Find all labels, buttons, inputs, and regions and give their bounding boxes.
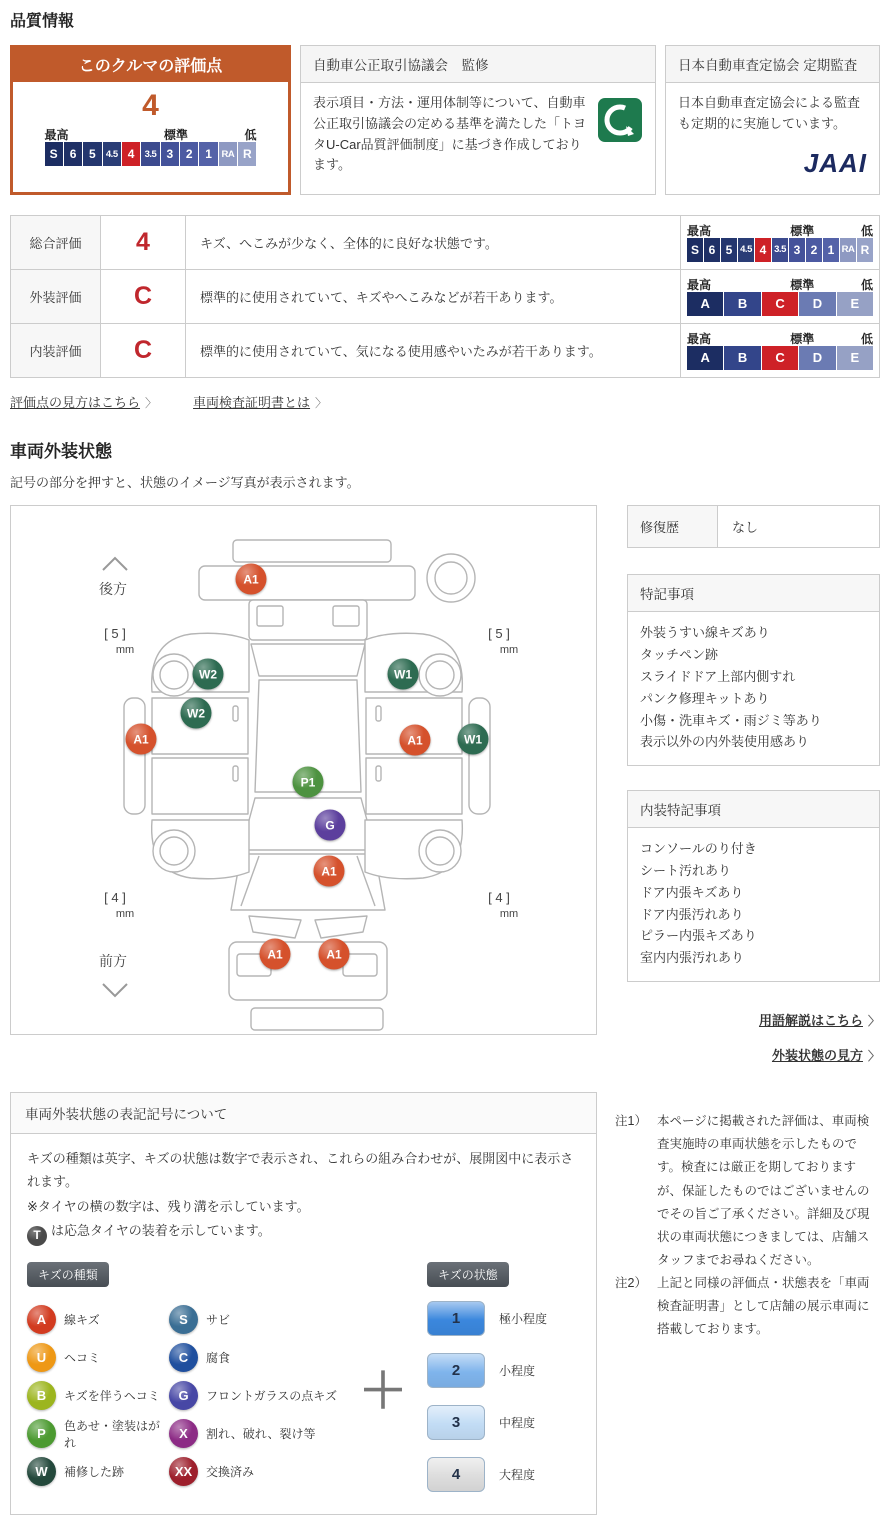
scale-label-low: 低 [244,128,257,142]
scale-labels [687,330,873,346]
damage-kind-badge: W [27,1457,56,1486]
evaluation-table [10,215,880,378]
scale-cell: R [238,142,256,166]
scale-cell: C [762,346,798,370]
damage-kind-badge: P [27,1419,56,1448]
damage-kind-label: 線キズ [64,1313,100,1328]
eval-row-grade: C [101,270,186,323]
footnote-2 [615,1272,880,1341]
scale-cell: 2 [806,238,822,262]
legend-description: キズの種類は英字、キズの状態は数字で表示され、これらの組み合わせが、展開図中に表示されます。 [27,1151,574,1189]
footnote-text: 本ページに掲載された評価は、車両検査実施時の車両状態を示したものです。検査には厳正を期しておりますが、保証したものではございませんのでその旨ご了承ください。詳細及び現状の車両状態につきましては、店舗スタッフまでお尋ねください。 [657,1114,870,1267]
footnote-1 [615,1110,880,1272]
repair-history-value: なし [732,520,759,536]
footnotes [615,1092,880,1341]
scale-cell: 1 [199,142,217,166]
scale-cell: D [799,346,835,370]
legend-state-row [427,1405,547,1440]
exterior-side-column [627,505,880,1080]
eval-row-description: 標準的に使用されていて、気になる使用感やいたみが若干あります。 [186,324,681,377]
scale-cell: 2 [180,142,198,166]
certificate-link-text: 車両検査証明書とは [193,395,311,411]
legend-kind-row [169,1457,357,1486]
note-line: パンク修理キットあり [640,690,770,706]
audit-box-header: 日本自動車査定協会 定期監査 [666,46,879,83]
damage-kind-badge: B [27,1381,56,1410]
note-line: コンソールのり付き [640,841,757,857]
damage-kind-label: キズを伴うヘコミ [64,1389,160,1404]
legend-kind-row [27,1305,169,1334]
spare-tire-icon: T [27,1226,47,1246]
note-line: ピラー内張キズあり [640,928,757,944]
scale-cell: S [45,142,63,166]
table-row-overall [11,216,879,270]
legend-kind-row [169,1305,357,1334]
damage-state-label: 極小程度 [499,1311,548,1326]
damage-marker[interactable]: A1 [314,856,345,887]
note-line: 表示以外の内外装使用感あり [640,734,810,750]
footnote-prefix: 注1） [615,1114,647,1129]
damage-kind-label: 腐食 [206,1351,231,1366]
scale-cell: 3.5 [141,142,159,166]
legend-header: 車両外装状態の表記記号について [11,1093,596,1134]
legend-kind-row [27,1381,169,1410]
scale-cell: 4.5 [103,142,121,166]
eval-row-label: 内装評価 [11,324,101,377]
scale-labels [45,126,257,142]
damage-state-badge: 1 [427,1301,485,1336]
audit-box-text: 日本自動車査定協会による監査も定期的に実施しています。 [678,95,861,131]
scale-cell: RA [840,238,856,262]
tire-depth-front-right: [ 4 ] [488,890,510,906]
exterior-main-row [10,505,880,1080]
scale-cell: S [687,238,703,262]
numeric-scale [45,142,257,166]
damage-kinds-group [27,1262,357,1492]
scale-label-best: 最高 [687,223,712,238]
footnote-text: 上記と同様の評価点・状態表を「車両検査証明書」として店舗の展示車両に搭載しております。 [657,1276,870,1337]
damage-kind-badge: X [169,1419,198,1448]
exterior-links [627,1010,880,1080]
eval-row-scale [681,270,879,323]
interior-notes-list [628,828,879,981]
damage-kind-badge: A [27,1305,56,1334]
legend-tire-note: ※タイヤの横の数字は、残り溝を示しています。 [27,1198,310,1214]
scale-cell: 4 [755,238,771,262]
table-row-exterior [11,270,879,324]
scale-labels [687,222,873,238]
letter-scale [687,346,873,370]
damage-marker[interactable]: W1 [458,724,489,755]
chevron-right-icon: 〉 [867,1049,880,1064]
damage-state-label: 中程度 [499,1415,536,1430]
scale-cell: A [687,292,723,316]
tire-depth-unit: mm [115,644,135,657]
scale-cell: E [837,292,873,316]
exterior-guide-link[interactable] [772,1045,880,1064]
damage-marker[interactable]: G [315,810,346,841]
damage-marker[interactable]: W2 [181,698,212,729]
scale-cell: 6 [64,142,82,166]
special-notes-header: 特記事項 [628,575,879,612]
page-title: 品質情報 [10,13,75,30]
score-value: 4 [142,89,159,122]
damage-states-list [427,1301,547,1492]
interior-notes-box [627,790,880,982]
damage-marker[interactable]: A1 [319,939,350,970]
scale-cell: 4 [122,142,140,166]
special-notes-box [627,574,880,766]
scale-cell: A [687,346,723,370]
eval-row-description: 標準的に使用されていて、キズやへこみなどが若干あります。 [186,270,681,323]
scale-label-standard: 標準 [790,223,815,238]
damage-kind-label: 色あせ・塗装はがれ [64,1418,161,1450]
symbol-legend-box [10,1092,597,1515]
damage-marker-layer [11,506,596,1034]
scale-label-standard: 標準 [790,277,815,292]
scale-cell: B [724,292,760,316]
eval-row-grade: 4 [101,216,186,269]
scale-cell: 3 [161,142,179,166]
glossary-link[interactable] [759,1010,880,1029]
scale-cell: R [857,238,873,262]
tire-depth-rear-right: [ 5 ] [488,626,510,642]
note-line: 小傷・洗車キズ・雨ジミ等あり [640,712,822,728]
damage-marker[interactable]: W1 [388,659,419,690]
score-scale [45,126,257,166]
quality-summary-row [10,45,880,195]
damage-kinds-title: キズの種類 [27,1262,109,1287]
glossary-link-text: 用語解説はこちら [758,1013,863,1029]
legend-kind-row [27,1417,169,1451]
note-line: タッチペン跡 [640,647,719,663]
eval-row-label: 総合評価 [11,216,101,269]
tire-depth-unit: mm [499,644,519,657]
note-line: シート汚れあり [640,862,732,878]
letter-scale [687,292,873,316]
chevron-right-icon: 〉 [867,1014,880,1029]
rear-label: 後方 [99,581,127,598]
supervision-box [300,45,656,195]
scale-cell: B [724,346,760,370]
eval-row-label: 外装評価 [11,270,101,323]
scale-label-standard: 標準 [163,128,188,142]
repair-history-label: 修復歴 [628,506,718,547]
note-line: ドア内張キズあり [640,884,744,900]
front-label: 前方 [99,953,127,970]
tire-depth-unit: mm [499,908,519,921]
spare-tire-note-text: は応急タイヤの装着を示しています。 [51,1223,271,1239]
damage-marker[interactable]: P1 [293,767,324,798]
note-line: 室内内張汚れあり [640,950,745,966]
interior-notes-header: 内装特記事項 [628,791,879,828]
damage-state-badge: 4 [427,1457,485,1492]
rating-links-row [10,392,880,411]
certificate-link[interactable] [193,392,327,411]
legend-columns [27,1262,580,1492]
damage-kind-label: ヘコミ [64,1351,101,1366]
fair-trade-council-logo-icon [597,97,643,150]
note-line: 外装うすい線キズあり [640,625,770,641]
supervision-box-header: 自動車公正取引協議会 監修 [301,46,655,83]
damage-kind-label: 交換済み [206,1465,255,1480]
damage-kinds-list [27,1301,357,1491]
legend-kind-row [27,1457,169,1486]
supervision-box-text: 表示項目・方法・運用体制等について、自動車公正取引協議会の定める基準を満たした「トヨタU-Car品質評価制度」に基づき作成しております。 [313,95,587,173]
scale-cell: 3.5 [772,238,788,262]
legend-state-row [427,1301,547,1336]
scale-cell: 3 [789,238,805,262]
damage-kind-label: 割れ、破れ、裂け等 [206,1427,316,1442]
rating-guide-link[interactable] [10,392,157,411]
damage-marker[interactable]: A1 [400,725,431,756]
exterior-section-description: 記号の部分を押すと、状態のイメージ写真が表示されます。 [10,475,360,491]
damage-states-group [427,1262,547,1492]
car-score-box [10,45,291,195]
damage-kind-badge: C [169,1343,198,1372]
table-row-interior [11,324,879,378]
note-line: スライドドア上部内側すれ [640,668,796,684]
damage-kind-label: サビ [206,1313,231,1328]
plus-icon: ＋ [359,1364,408,1418]
scale-label-best: 最高 [687,331,712,346]
scale-cell: 1 [823,238,839,262]
eval-row-grade: C [101,324,186,377]
scale-cell: C [762,292,798,316]
scale-label-low: 低 [860,223,873,238]
eval-row-scale [681,324,879,377]
repair-history-table [627,505,880,548]
legend-and-notes-row [10,1092,880,1515]
damage-marker[interactable]: W2 [193,659,224,690]
tire-depth-front-left: [ 4 ] [104,890,126,906]
scale-label-best: 最高 [687,277,712,292]
scale-label-low: 低 [860,277,873,292]
scale-cell: RA [219,142,237,166]
legend-kind-row [27,1343,169,1372]
legend-kind-row [169,1343,357,1372]
exterior-guide-link-text: 外装状態の見方 [771,1048,863,1064]
score-box-header: このクルマの評価点 [13,48,288,82]
car-exterior-diagram [10,505,597,1035]
damage-kind-badge: U [27,1343,56,1372]
rating-guide-link-text: 評価点の見方はこちら [10,395,141,411]
tire-depth-unit: mm [115,908,135,921]
scale-labels [687,276,873,292]
legend-kind-row [169,1419,357,1448]
scale-label-standard: 標準 [790,331,815,346]
numeric-scale [687,238,873,262]
footnote-prefix: 注2） [615,1276,647,1290]
damage-kind-badge: G [169,1381,198,1410]
scale-cell: D [799,292,835,316]
jaai-logo: JAAI [803,147,867,178]
legend-state-row [427,1457,547,1492]
eval-row-scale [681,216,879,269]
scale-cell: E [837,346,873,370]
chevron-right-icon: 〉 [145,396,158,411]
damage-state-label: 大程度 [499,1467,536,1482]
damage-marker[interactable]: A1 [126,724,157,755]
scale-cell: 4.5 [738,238,754,262]
scale-label-low: 低 [860,331,873,346]
note-line: ドア内張汚れあり [640,906,744,922]
tire-depth-rear-left: [ 5 ] [104,626,126,642]
scale-cell: 5 [721,238,737,262]
damage-states-title: キズの状態 [427,1262,509,1287]
scale-cell: 5 [83,142,101,166]
damage-marker[interactable]: A1 [236,564,267,595]
special-notes-list [628,612,879,765]
damage-kind-badge: XX [169,1457,198,1486]
scale-label-best: 最高 [44,128,69,142]
exterior-section-title: 車両外装状態 [10,442,112,462]
legend-state-row [427,1353,547,1388]
damage-state-badge: 2 [427,1353,485,1388]
damage-kind-label: 補修した跡 [64,1465,125,1480]
legend-kind-row [169,1381,357,1410]
legend-spare-tire-note [27,1220,580,1246]
damage-kind-badge: S [169,1305,198,1334]
audit-box [665,45,880,195]
eval-row-description: キズ、へこみが少なく、全体的に良好な状態です。 [186,216,681,269]
chevron-right-icon: 〉 [315,396,328,411]
damage-kind-label: フロントガラスの点キズ [206,1389,338,1404]
damage-marker[interactable]: A1 [260,939,291,970]
damage-state-label: 小程度 [499,1363,536,1378]
damage-state-badge: 3 [427,1405,485,1440]
scale-cell: 6 [704,238,720,262]
